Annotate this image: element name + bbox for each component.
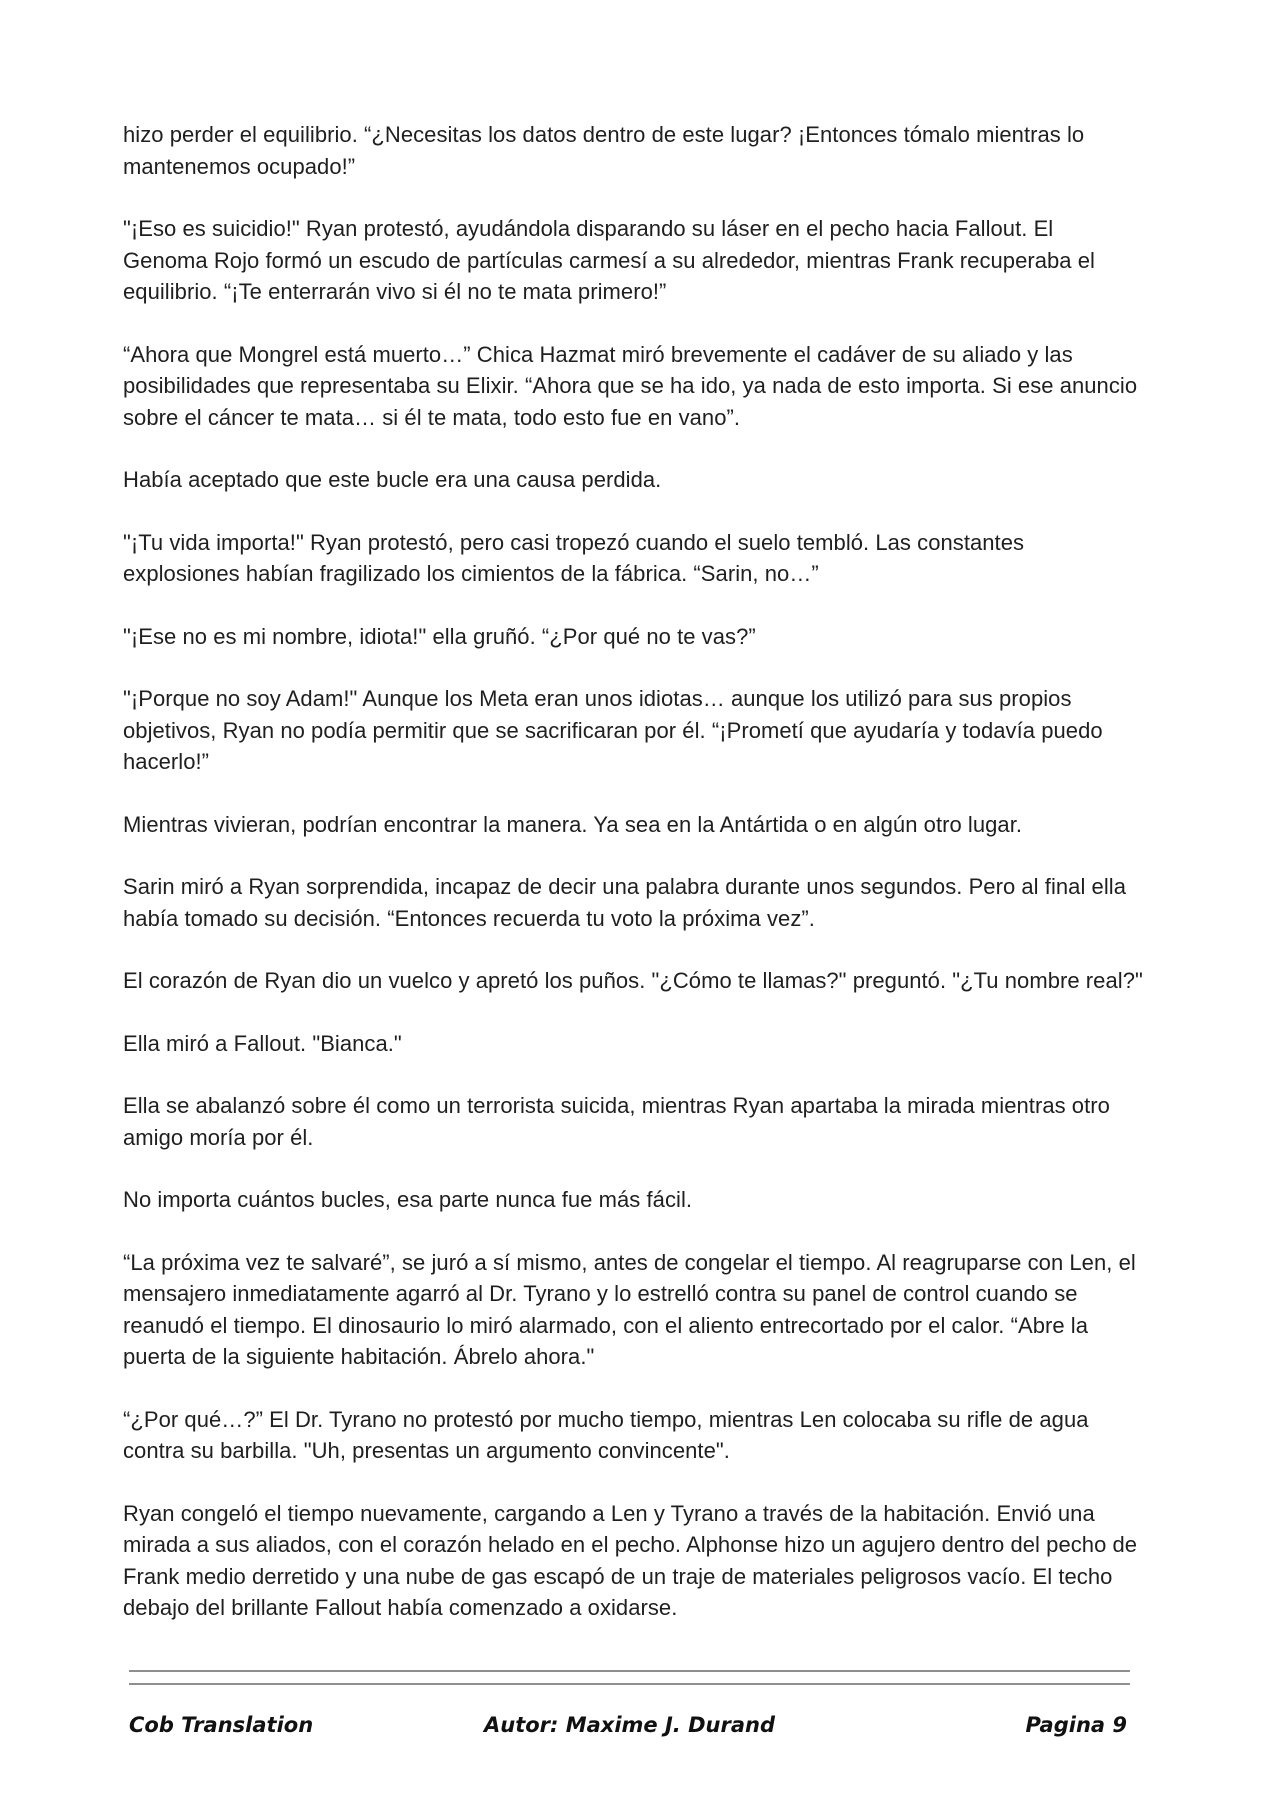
paragraph: "¡Eso es suicidio!" Ryan protestó, ayudándola disparando su láser en el pecho hacia Fallout. El Genoma Rojo formó un escudo de partículas carmesí a su alrededor, mientras Frank recuperaba el equilibrio. “¡Te enterrarán vivo si él no te mata primero!”	[123, 216, 1095, 304]
paragraph: El corazón de Ryan dio un vuelco y apretó los puños. "¿Cómo te llamas?" preguntó. "¿Tu nombre real?"	[123, 968, 1143, 993]
paragraph: “Ahora que Mongrel está muerto…” Chica Hazmat miró brevemente el cadáver de su aliado y las posibilidades que representaba su Elixir. “Ahora que se ha ido, ya nada de esto importa. Si ese anuncio sobre el cáncer te mata… si él te mata, todo esto fue en vano”.	[123, 341, 1138, 430]
paragraph: Sarin miró a Ryan sorprendida, incapaz de decir una palabra durante unos segundos. Pero al final ella había tomado su decisión. “Entonces recuerda tu voto la próxima vez”.	[123, 874, 1126, 931]
page-body	[123, 119, 1143, 1655]
footer-rule-bottom	[129, 1683, 1130, 1685]
paragraph: Ryan congeló el tiempo nuevamente, cargando a Len y Tyrano a través de la habitación. Envió una mirada a sus aliados, con el corazón helado en el pecho. Alphonse hizo un agujero dentro del pecho de Frank medio derretido y una nube de gas escapó de un traje de materiales peligrosos vacío. El techo debajo del brillante Fallout había comenzado a oxidarse.	[123, 1500, 1138, 1620]
paragraph: Ella miró a Fallout. "Bianca."	[123, 1030, 402, 1056]
paragraph: "¡Tu vida importa!" Ryan protestó, pero casi tropezó cuando el suelo tembló. Las constantes explosiones habían fragilizado los cimientos de la fábrica. “Sarin, no…”	[123, 529, 1025, 586]
paragraph: Mientras vivieran, podrían encontrar la manera. Ya sea en la Antártida o en algún otro lugar.	[123, 811, 1023, 837]
paragraph: "¡Ese no es mi nombre, idiota!" ella gruñó. “¿Por qué no te vas?”	[123, 623, 756, 649]
page-footer	[129, 1713, 1130, 1747]
paragraph: Ella se abalanzó sobre él como un terrorista suicida, mientras Ryan apartaba la mirada mientras otro amigo moría por él.	[123, 1093, 1110, 1150]
paragraph: No importa cuántos bucles, esa parte nunca fue más fácil.	[123, 1187, 693, 1212]
footer-divider	[129, 1670, 1130, 1685]
paragraph: “La próxima vez te salvaré”, se juró a sí mismo, antes de congelar el tiempo. Al reagruparse con Len, el mensajero inmediatamente agarró al Dr. Tyrano y lo estrelló contra su panel de control cuando se reanudó el tiempo. El dinosaurio lo miró alarmado, con el aliento entrecortado por el calor. “Abre la puerta de la siguiente habitación. Ábrelo ahora."	[123, 1249, 1136, 1369]
footer-translator: Cob Translation	[129, 1713, 314, 1737]
paragraph: "¡Porque no soy Adam!" Aunque los Meta eran unos idiotas… aunque los utilizó para sus propios objetivos, Ryan no podía permitir que se sacrificaran por él. “¡Prometí que ayudaría y todavía puedo hacerlo!”	[123, 686, 1103, 774]
paragraph: “¿Por qué…?” El Dr. Tyrano no protestó por mucho tiempo, mientras Len colocaba su rifle de agua contra su barbilla. "Uh, presentas un argumento convincente".	[123, 1406, 1089, 1463]
paragraph: Había aceptado que este bucle era una causa perdida.	[123, 467, 662, 492]
footer-page-number: Pagina 9	[1025, 1713, 1127, 1737]
footer-rule-top	[129, 1670, 1130, 1672]
footer-author: Autor: Maxime J. Durand	[484, 1713, 775, 1737]
paragraph: hizo perder el equilibrio. “¿Necesitas los datos dentro de este lugar? ¡Entonces tómalo mientras lo mantenemos ocupado!”	[123, 122, 1085, 179]
